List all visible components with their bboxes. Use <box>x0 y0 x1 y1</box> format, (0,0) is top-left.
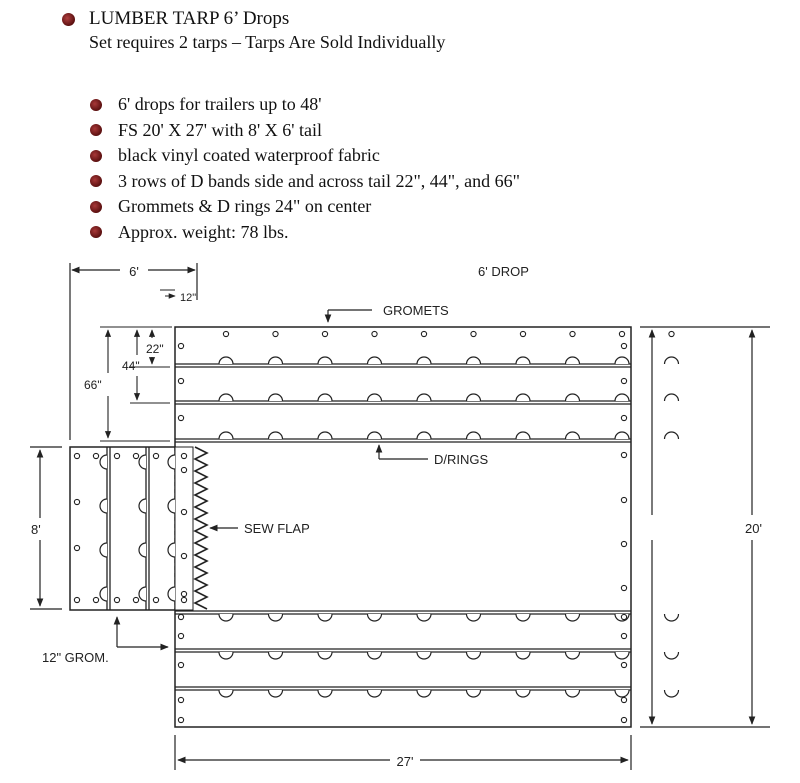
d-ring-icon <box>516 614 530 621</box>
grommet-icon <box>372 331 377 336</box>
grommet-icon <box>74 453 79 458</box>
d-ring-icon <box>615 357 629 364</box>
dim-length: 27' <box>396 754 414 769</box>
d-ring-icon <box>417 357 431 364</box>
grommet-icon <box>181 509 186 514</box>
dim-tail-width: 6' <box>129 264 139 279</box>
d-ring-icon <box>269 357 283 364</box>
sew-flap-label: SEW FLAP <box>244 521 310 536</box>
d-ring-icon <box>467 432 481 439</box>
d-ring-icon <box>665 357 679 364</box>
top-d-bands <box>175 364 631 442</box>
grommet-icon <box>621 343 626 348</box>
d-ring-icon <box>467 690 481 697</box>
d-ring-icon <box>269 394 283 401</box>
feature-text: 3 rows of D bands side and across tail 22", 44", and 66" <box>118 170 520 191</box>
grommet-icon <box>421 331 426 336</box>
d-ring-icon <box>467 357 481 364</box>
grommet-icon <box>178 717 183 722</box>
dim-tail-height: 8' <box>31 522 41 537</box>
grommet-icon <box>570 331 575 336</box>
grommet-icon <box>621 452 626 457</box>
grommet-icon <box>181 467 186 472</box>
d-ring-icon <box>417 394 431 401</box>
d-ring-icon <box>417 652 431 659</box>
d-ring-icon <box>269 432 283 439</box>
dim-66: 66" <box>84 378 102 392</box>
grommet-icon <box>133 597 138 602</box>
grommet-icon <box>178 378 183 383</box>
feature-text: Grommets & D rings 24" on center <box>118 196 372 217</box>
grommet-icon <box>621 541 626 546</box>
d-ring-icon <box>665 394 679 401</box>
d-ring-icon <box>318 690 332 697</box>
d-ring-icon <box>368 652 382 659</box>
grommet-icon <box>178 697 183 702</box>
d-ring-icon <box>269 690 283 697</box>
feature-text: Approx. weight: 78 lbs. <box>118 221 289 242</box>
d-ring-icon <box>368 690 382 697</box>
grommet-icon <box>322 331 327 336</box>
d-ring-icon <box>516 432 530 439</box>
grommet-icon <box>619 331 624 336</box>
d-ring-icon <box>318 394 332 401</box>
dim-44: 44" <box>122 359 140 373</box>
grommet-icon <box>181 591 186 596</box>
tail <box>70 447 207 610</box>
grommet-icon <box>621 633 626 638</box>
d-ring-icon <box>368 394 382 401</box>
grommet-icon <box>181 453 186 458</box>
grommet-icon <box>621 378 626 383</box>
d-ring-icon <box>318 432 332 439</box>
d-ring-icon <box>665 432 679 439</box>
dim-12: 12" <box>180 292 197 304</box>
d-ring-icon <box>566 614 580 621</box>
grommet-icon <box>621 585 626 590</box>
d-ring-icon <box>417 690 431 697</box>
d-ring-icon <box>318 652 332 659</box>
d-ring-icon <box>516 690 530 697</box>
grommet-icon <box>178 415 183 420</box>
d-ring-icon <box>615 690 629 697</box>
d-ring-icon <box>566 394 580 401</box>
grommet-icon <box>133 453 138 458</box>
d-ring-icon <box>368 614 382 621</box>
grommet-icon <box>178 343 183 348</box>
product-subtitle: Set requires 2 tarps – Tarps Are Sold Individually <box>89 32 446 52</box>
d-ring-icon <box>318 614 332 621</box>
d-ring-icon <box>566 432 580 439</box>
grommet-icon <box>621 415 626 420</box>
d-ring-icon <box>566 652 580 659</box>
grommet-icon <box>93 453 98 458</box>
grommet-icon <box>621 717 626 722</box>
d-ring-icon <box>318 357 332 364</box>
d-ring-icon <box>219 432 233 439</box>
d-ring-icon <box>417 432 431 439</box>
d-ring-icon <box>269 614 283 621</box>
grommet-icon <box>223 331 228 336</box>
drop-label: 6' DROP <box>478 264 529 279</box>
d-ring-icon <box>665 690 679 697</box>
grommet-icon <box>621 697 626 702</box>
grommet-icon <box>471 331 476 336</box>
grommet-icon <box>669 331 674 336</box>
grommet-icon <box>520 331 525 336</box>
d-ring-icon <box>467 652 481 659</box>
d-ring-icon <box>417 614 431 621</box>
d-ring-icon <box>219 614 233 621</box>
grommet-icon <box>621 497 626 502</box>
d-ring-icon <box>516 652 530 659</box>
d-ring-icon <box>467 614 481 621</box>
bottom-d-bands <box>175 611 631 690</box>
grommet-icon <box>178 662 183 667</box>
d-ring-icon <box>566 690 580 697</box>
grom-12-label: 12" GROM. <box>42 650 109 665</box>
grommet-icon <box>181 597 186 602</box>
grommet-icon <box>178 614 183 619</box>
grommet-icon <box>178 633 183 638</box>
d-ring-icon <box>615 394 629 401</box>
d-ring-icon <box>219 690 233 697</box>
top-grommets <box>223 331 674 336</box>
grommet-icon <box>74 545 79 550</box>
drings-label: D/RINGS <box>434 452 489 467</box>
d-ring-icon <box>516 394 530 401</box>
grommet-icon <box>153 597 158 602</box>
feature-text: black vinyl coated waterproof fabric <box>118 145 380 166</box>
grommet-icon <box>621 662 626 667</box>
d-ring-icon <box>615 432 629 439</box>
d-ring-icon <box>516 357 530 364</box>
grommet-icon <box>93 597 98 602</box>
dim-height: 20' <box>745 521 762 536</box>
grommet-icon <box>74 597 79 602</box>
d-ring-icon <box>665 614 679 621</box>
grommet-icon <box>153 453 158 458</box>
gromets-label: GROMETS <box>383 303 449 318</box>
d-ring-icon <box>368 432 382 439</box>
grommet-icon <box>621 614 626 619</box>
d-ring-icon <box>566 357 580 364</box>
grommet-icon <box>74 499 79 504</box>
sew-flap-stitch <box>195 447 207 609</box>
d-ring-icon <box>219 652 233 659</box>
d-ring-icon <box>467 394 481 401</box>
feature-text: 6' drops for trailers up to 48' <box>118 94 322 115</box>
product-title: LUMBER TARP 6’ Drops <box>89 8 290 29</box>
grommet-icon <box>114 597 119 602</box>
d-ring-icon <box>219 394 233 401</box>
d-ring-icon <box>368 357 382 364</box>
dim-22: 22" <box>146 342 164 356</box>
d-ring-icon <box>615 652 629 659</box>
d-ring-icon <box>269 652 283 659</box>
grommet-icon <box>114 453 119 458</box>
grommet-icon <box>181 553 186 558</box>
feature-text: FS 20' X 27' with 8' X 6' tail <box>118 119 322 140</box>
d-ring-icon <box>219 357 233 364</box>
d-ring-icon <box>665 652 679 659</box>
grommet-icon <box>273 331 278 336</box>
